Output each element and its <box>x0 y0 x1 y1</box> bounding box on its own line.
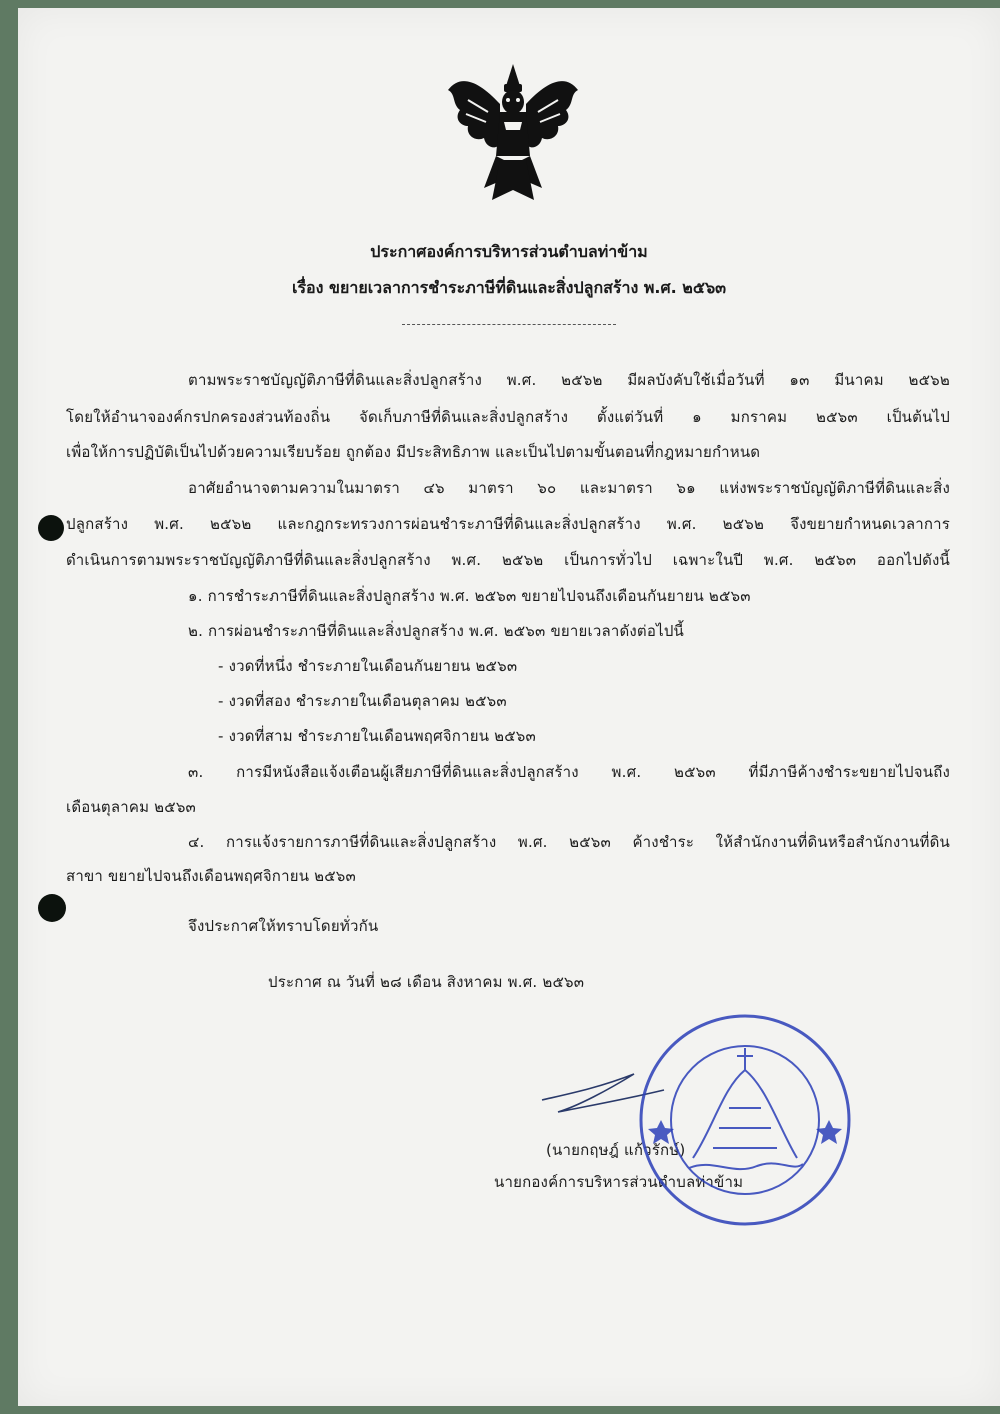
document-page <box>18 8 1000 1406</box>
list-item-1: ๑. การชำระภาษีที่ดินและสิ่งปลูกสร้าง พ.ศ. ๒๕๖๓ ขยายไปจนถึงเดือนกันยายน ๒๕๖๓ <box>188 587 751 605</box>
official-stamp-icon <box>633 1008 858 1233</box>
paragraph-line: เพื่อให้การปฏิบัติเป็นไปด้วยความเรียบร้อย ถูกต้อง มีประสิทธิภาพ และเป็นไปตามขั้นตอนที่กฎหมายกำหนด <box>66 443 761 461</box>
punch-hole <box>38 515 64 541</box>
sub-item: - งวดที่สอง ชำระภายในเดือนตุลาคม ๒๕๖๓ <box>218 692 507 710</box>
signer-name: (นายกฤษฎ์ แก้วรักษ์) <box>546 1141 686 1159</box>
closing-text: จึงประกาศให้ทราบโดยทั่วกัน <box>188 917 379 935</box>
punch-hole <box>38 894 66 922</box>
signer-position: นายกองค์การบริหารส่วนตำบลท่าข้าม <box>494 1173 744 1191</box>
announcement-title: ประกาศองค์การบริหารส่วนตำบลท่าข้าม <box>370 242 648 261</box>
list-item-3: ๓. การมีหนังสือแจ้งเตือนผู้เสียภาษีที่ดินและสิ่งปลูกสร้าง พ.ศ. ๒๕๖๓ ที่มีภาษีค้างชำระขยายไปจนถึง <box>188 763 950 781</box>
paragraph-line: ดำเนินการตามพระราชบัญญัติภาษีที่ดินและสิ่งปลูกสร้าง พ.ศ. ๒๕๖๒ เป็นการทั่วไป เฉพาะในปี พ.ศ. ๒๕๖๓ ออกไปดังนี้ <box>66 551 950 569</box>
paragraph-line: ตามพระราชบัญญัติภาษีที่ดินและสิ่งปลูกสร้าง พ.ศ. ๒๕๖๒ มีผลบังคับใช้เมื่อวันที่ ๑๓ มีนาคม ๒๕๖๒ <box>188 371 950 389</box>
date-line: ประกาศ ณ วันที่ ๒๘ เดือน สิงหาคม พ.ศ. ๒๕๖๓ <box>268 973 585 991</box>
paragraph-line: อาศัยอำนาจตามความในมาตรา ๔๖ มาตรา ๖๐ และมาตรา ๖๑ แห่งพระราชบัญญัติภาษีที่ดินและสิ่ง <box>188 479 950 497</box>
list-item-2: ๒. การผ่อนชำระภาษีที่ดินและสิ่งปลูกสร้าง พ.ศ. ๒๕๖๓ ขยายเวลาดังต่อไปนี้ <box>188 622 685 640</box>
garuda-emblem-icon <box>438 60 588 210</box>
sub-item: - งวดที่หนึ่ง ชำระภายในเดือนกันยายน ๒๕๖๓ <box>218 657 518 675</box>
list-item-3-cont: เดือนตุลาคม ๒๕๖๓ <box>66 798 196 816</box>
announcement-subject: เรื่อง ขยายเวลาการชำระภาษีที่ดินและสิ่งปลูกสร้าง พ.ศ. ๒๕๖๓ <box>291 278 727 297</box>
sub-item: - งวดที่สาม ชำระภายในเดือนพฤศจิกายน ๒๕๖๓ <box>218 727 536 745</box>
list-item-4: ๔. การแจ้งรายการภาษีที่ดินและสิ่งปลูกสร้าง พ.ศ. ๒๕๖๓ ค้างชำระ ให้สำนักงานที่ดินหรือสำนักงานที่ดิน <box>188 833 950 851</box>
paragraph-line: ปลูกสร้าง พ.ศ. ๒๕๖๒ และกฎกระทรวงการผ่อนชำระภาษีที่ดินและสิ่งปลูกสร้าง พ.ศ. ๒๕๖๒ จึงขยายกำหนดเวลาการ <box>66 515 950 533</box>
list-item-4-cont: สาขา ขยายไปจนถึงเดือนพฤศจิกายน ๒๕๖๓ <box>66 867 356 885</box>
title-divider <box>402 324 616 325</box>
paragraph-line: โดยให้อำนาจองค์กรปกครองส่วนท้องถิ่น จัดเก็บภาษีที่ดินและสิ่งปลูกสร้าง ตั้งแต่วันที่ ๑ มกราคม ๒๕๖๓ เป็นต้นไป <box>66 408 950 426</box>
